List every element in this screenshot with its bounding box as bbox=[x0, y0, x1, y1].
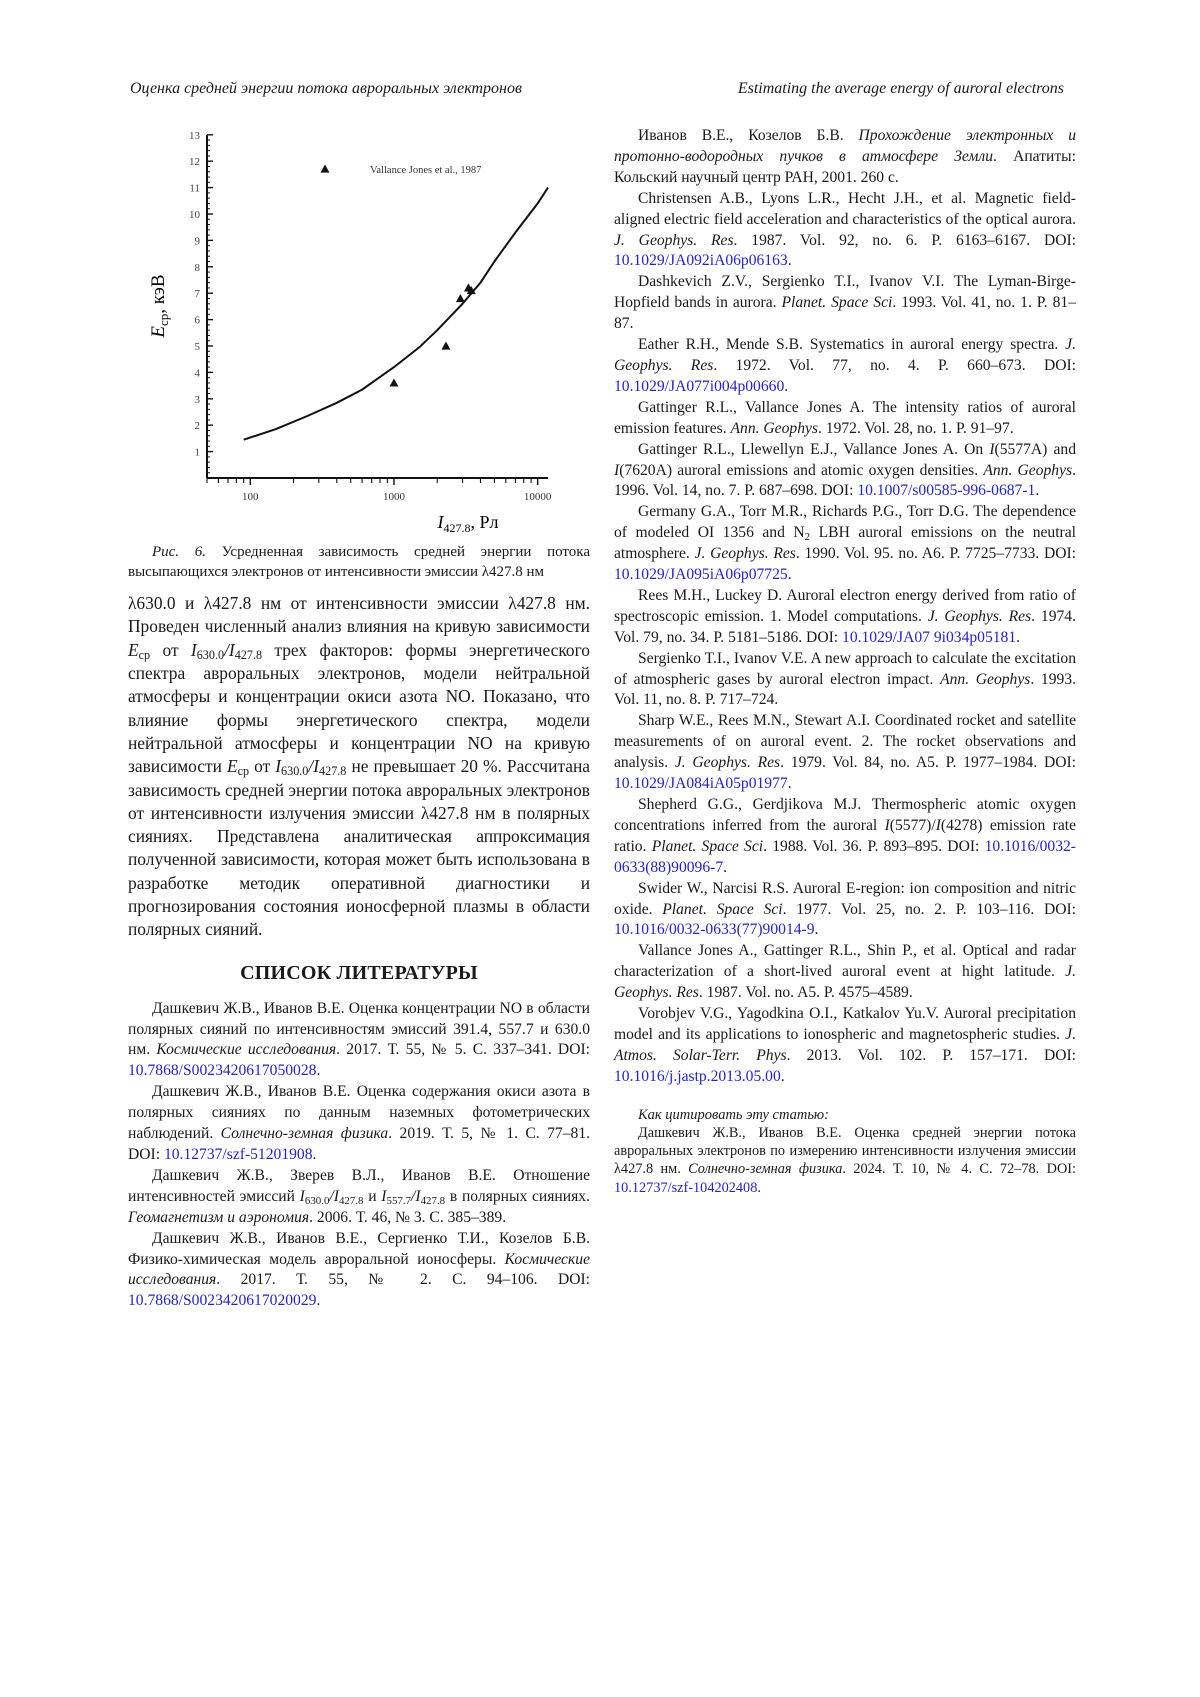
y-tick-label: 12 bbox=[189, 156, 200, 169]
how-to-cite-text: Дашкевич Ж.В., Иванов В.Е. Оценка средней энергии потока авроральных электронов по измерению интенсивности излучения эмиссии λ427.8 нм. Солнечно-земная физика. 2024. Т. 10, № 4. С. 72–78. DOI: 10.12737/szf-104202408. bbox=[614, 1124, 1077, 1196]
doi-link[interactable]: 10.1029/JA092iA06p06163 bbox=[614, 252, 788, 270]
y-tick-label: 9 bbox=[194, 235, 200, 248]
doi-link[interactable]: 10.1016/0032-0633(77)90014-9 bbox=[614, 921, 815, 939]
body-paragraph: λ630.0 и λ427.8 нм от интенсивности эмиссии λ427.8 нм. Проведен численный анализ влияния на кривую зависимости $E_{ср}$ от $I_{630.0}/I_{427.8}$ трех факторов: формы энергетического спектра авроральных электронов, модели нейтральной атмосферы и концентрации окиси азота NO. Показано, что влияние формы энергетического спектра, модели нейтральной атмосферы и концентрации NO на кривую зависимости $E_{ср}$ от $I_{630.0}/I_{427.8}$ не превышает 20 %. Рассчитана зависимость средней энергии потока авроральных электронов от интенсивности излучения эмиссии λ427.8 нм в полярных сияниях. Представлена аналитическая аппроксимация полученной зависимости, которая может быть использована в разработке методик оперативной диагностики и прогнозирования состояния ионосферной плазмы в области полярных сияний. bbox=[128, 593, 591, 940]
energy-intensity-chart bbox=[128, 126, 590, 538]
model-curve-line bbox=[244, 188, 548, 440]
y-tick-label: 10 bbox=[189, 209, 200, 221]
x-tick-label: 100 bbox=[242, 491, 259, 503]
reference-item: Eather R.H., Mende S.B. Systematics in auroral energy spectra. J. Geophys. Res. 1972. Vol. 77, no. 4. P. 660–673. DOI: 10.1029/JA077i004p00660. bbox=[614, 336, 1076, 395]
figure-caption bbox=[128, 543, 590, 582]
doi-link[interactable]: 10.12737/szf-104202408 bbox=[614, 1179, 758, 1196]
doi-link[interactable]: 10.12737/szf-51201908 bbox=[163, 1145, 313, 1163]
y-tick-label: 6 bbox=[194, 314, 200, 327]
doi-link[interactable]: 10.1016/j.jastp.2013.05.00 bbox=[614, 1067, 781, 1085]
how-to-cite-heading: Как цитировать эту статью: bbox=[638, 1106, 829, 1123]
reference-item: Vorobjev V.G., Yagodkina O.I., Katkalov Yu.V. Auroral precipitation model and its applications to ionospheric and magnetospheric studies. J. Atmos. Solar-Terr. Phys. 2013. Vol. 102. P. 157–171. DOI: 10.1016/j.jastp.2013.05.00. bbox=[614, 1005, 1076, 1085]
reference-item: Дашкевич Ж.В., Иванов В.Е. Оценка концентрации NO в области полярных сияний по интенсивностям эмиссий 391.4, 557.7 и 630.0 нм. Космические исследования. 2017. Т. 55, № 5. С. 337–341. DOI: 10.7868/S0023420617050028. bbox=[128, 999, 590, 1080]
caption-label: Рис. 6. bbox=[152, 544, 206, 560]
doi-link[interactable]: 10.7868/S0023420617050028 bbox=[128, 1062, 317, 1080]
doi-link[interactable]: 10.1029/JA084iA05p01977 bbox=[614, 775, 788, 793]
x-axis-ticks bbox=[207, 478, 552, 503]
y-tick-label: 4 bbox=[194, 367, 200, 380]
reference-item: Rees M.H., Luckey D. Auroral electron energy derived from ratio of spectroscopic emission. 1. Model computations. J. Geophys. Res. 1974. Vol. 79, no. 34. P. 5181–5186. DOI: 10.1029/JA07 9i034p05181. bbox=[614, 586, 1076, 646]
reference-item: Vallance Jones A., Gattinger R.L., Shin P., et al. Optical and radar characterization of a short-lived auroral event at hight latitude. J. Geophys. Res. 1987. Vol. no. A5. P. 4575–4589. bbox=[614, 942, 1076, 1002]
data-point-triangle bbox=[456, 294, 465, 302]
figure-6 bbox=[128, 126, 590, 538]
legend-label: Vallance Jones et al., 1987 bbox=[370, 165, 482, 176]
y-tick-label: 11 bbox=[189, 182, 200, 195]
data-point-triangle bbox=[389, 378, 398, 386]
x-tick-label: 10000 bbox=[523, 491, 552, 503]
reference-item: Gattinger R.L., Vallance Jones A. The intensity ratios of auroral emission features. Ann. Geophys. 1972. Vol. 28, no. 1. P. 91–97. bbox=[614, 398, 1076, 437]
doi-link[interactable]: 10.7868/S0023420617020029 bbox=[128, 1292, 317, 1310]
reference-item: Christensen A.B., Lyons L.R., Hecht J.H., et al. Magnetic field-aligned electric field acceleration and characteristics of the optical aurora. J. Geophys. Res. 1987. Vol. 92, no. 6. P. 6163–6167. DOI: 10.1029/JA092iA06p06163. bbox=[614, 189, 1076, 270]
x-tick-label: 1000 bbox=[382, 491, 405, 503]
doi-link[interactable]: 10.1029/JA07 9i034p05181 bbox=[842, 628, 1017, 646]
reference-item: Germany G.A., Torr M.R., Richards P.G., Torr D.G. The dependence of modeled OI 1356 and $N_2$ LBH auroral emissions on the neutral atmosphere. J. Geophys. Res. 1990. Vol. 95. no. A6. P. 7725–7733. DOI: 10.1029/JA095iA06p07725. bbox=[614, 503, 1076, 584]
left-column bbox=[128, 126, 590, 1312]
y-tick-label: 3 bbox=[194, 393, 200, 406]
y-tick-label: 5 bbox=[194, 341, 200, 353]
references-heading: СПИСОК ЛИТЕРАТУРЫ bbox=[240, 961, 478, 984]
right-column bbox=[614, 126, 1076, 1197]
reference-item: Dashkevich Z.V., Sergienko T.I., Ivanov V.I. The Lyman-Birge-Hopfield bands in aurora. Planet. Space Sci. 1993. Vol. 41, no. 1. P. 81–87. bbox=[614, 273, 1077, 333]
y-axis-label: $E_{ср}$, кэВ bbox=[148, 274, 171, 338]
reference-item: Shepherd G.G., Gerdjikova M.J. Thermospheric atomic oxygen concentrations inferred from the auroral I(5577)/I(4278) emission rate ratio. Planet. Space Sci. 1988. Vol. 36. P. 893–895. DOI: 10.1016/0032-0633(88)90096-7. bbox=[614, 796, 1077, 876]
running-head-left: Оценка средней энергии потока авроральных электронов bbox=[130, 80, 522, 97]
y-tick-label: 7 bbox=[194, 288, 200, 301]
legend-triangle-marker bbox=[321, 165, 330, 173]
x-axis-label: $I_{427.8}$, Рл bbox=[437, 512, 499, 535]
reference-item: Дашкевич Ж.В., Иванов В.Е., Сергиенко Т.И., Козелов Б.В. Физико-химическая модель авроральной ионосферы. Космические исследования. 2017. Т. 55, № 2. С. 94–106. DOI: 10.7868/S0023420617020029. bbox=[128, 1229, 590, 1310]
y-tick-label: 1 bbox=[194, 446, 200, 459]
y-axis-ticks bbox=[189, 130, 213, 478]
y-tick-label: 13 bbox=[189, 129, 200, 142]
reference-item: Дашкевич Ж.В., Зверев В.Л., Иванов В.Е. Отношение интенсивностей эмиссий $I_{630.0}/I_{427.8}$ и $I_{557.7}/I_{427.8}$ в полярных сияниях. Геомагнетизм и аэрономия. 2006. Т. 46, № 3. С. 385–389. bbox=[128, 1166, 590, 1226]
reference-item: Gattinger R.L., Llewellyn E.J., Vallance Jones A. On I(5577A) and I(7620A) auroral emissions and atomic oxygen densities. Ann. Geophys. 1996. Vol. 14, no. 7. P. 687–698. DOI: 10.1007/s00585-996-0687-1. bbox=[614, 440, 1076, 500]
running-head-right: Estimating the average energy of auroral electrons bbox=[737, 80, 1064, 97]
chart-legend bbox=[321, 165, 482, 177]
doi-link[interactable]: 10.1029/JA095iA06p07725 bbox=[614, 566, 788, 584]
reference-item: Swider W., Narcisi R.S. Auroral E-region: ion composition and nitric oxide. Planet. Space Sci. 1977. Vol. 25, no. 2. P. 103–116. DOI: 10.1016/0032-0633(77)90014-9. bbox=[614, 879, 1076, 939]
y-tick-label: 8 bbox=[194, 261, 200, 274]
reference-item: Дашкевич Ж.В., Иванов В.Е. Оценка содержания окиси азота в полярных сияниях по данным наземных фотометрических наблюдений. Солнечно-земная физика. 2019. Т. 5, № 1. С. 77–81. DOI: 10.12737/szf-51201908. bbox=[128, 1083, 591, 1163]
reference-item: Sharp W.E., Rees M.N., Stewart A.I. Coordinated rocket and satellite measurements of on auroral event. 2. The rocket observations and analysis. J. Geophys. Res. 1979. Vol. 84, no. A5. P. 1977–1984. DOI: 10.1029/JA084iA05p01977. bbox=[614, 712, 1076, 793]
reference-item: Sergienko T.I., Ivanov V.E. A new approach to calculate the excitation of atmospheric gases by auroral electron impact. Ann. Geophys. 1993. Vol. 11, no. 8. P. 717–724. bbox=[614, 649, 1076, 709]
reference-item: Иванов В.Е., Козелов Б.В. Прохождение электронных и протонно-водородных пучков в атмосфере Земли. Апатиты: Кольский научный центр РАН, 2001. 260 с. bbox=[614, 127, 1076, 186]
chart-axes bbox=[207, 135, 548, 478]
caption-text: Усредненная зависимость средней энергии потока высыпающихся электронов от интенсивности эмиссии λ427.8 нм bbox=[128, 544, 591, 580]
y-tick-label: 2 bbox=[194, 420, 200, 433]
doi-link[interactable]: 10.1007/s00585-996-0687-1 bbox=[857, 482, 1036, 500]
doi-link[interactable]: 10.1029/JA077i004p00660 bbox=[614, 377, 785, 395]
data-point-triangle bbox=[441, 342, 450, 350]
doi-link[interactable]: 10.1016/0032-0633(88)90096-7 bbox=[614, 837, 1077, 876]
